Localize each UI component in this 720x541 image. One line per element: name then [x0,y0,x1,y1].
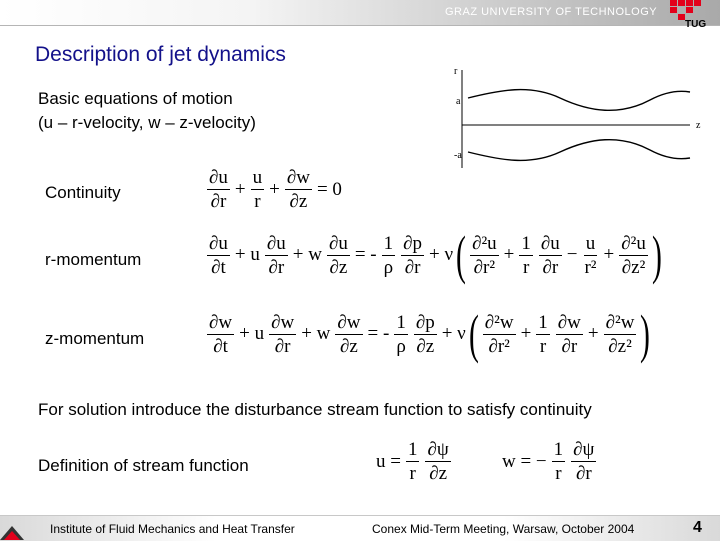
logo-text: TUG [685,19,707,28]
jet-diagram [450,60,710,175]
upper-surface [468,90,690,111]
neg-a-label: -a [454,150,462,161]
footer-corner-logo [0,516,24,540]
r-label: r [454,66,458,77]
intro-line-1: Basic equations of motion [38,89,233,108]
continuity-equation: $\frac{\partial u}{\partial r}$ + $\frac{u}{r}$ + $\frac{\partial w}{\partial z}$ = 0 [209,167,342,212]
university-name: GRAZ UNIVERSITY OF TECHNOLOGY [445,6,658,18]
w-stream-equation: w = − $\frac{1}{r}$ $\frac{\partial\psi}{\partial r}$ [502,439,595,484]
page-number: 4 [693,519,702,536]
continuity-label: Continuity [45,183,121,202]
footer-meeting: Conex Mid-Term Meeting, Warsaw, October 2004 [372,522,635,536]
intro-line-2: (u – r-velocity, w – z-velocity) [38,113,256,132]
tug-logo [664,0,720,28]
page-title: Description of jet dynamics [35,43,286,66]
z-momentum-equation: $\frac{\partial w}{\partial t}$ + u $\frac{\partial w}{\partial r}$ + w $\frac{\partial w}{\partial z}$ = - $\frac{1}{\rho}$ $\frac{\partial p}{\partial z}$ + ν ( $\frac{\text{∂²w}}{\text{∂r²}}$ + $\frac{1}{r}$ $\frac{\partial w}{\partial r}$ + $\frac{\text{∂²w}}{\text{∂z²}}$ ) [209,304,651,364]
a-label: a [456,96,461,107]
z-momentum-label: z-momentum [45,329,145,348]
u-stream-equation: u = $\frac{1}{r}$ $\frac{\partial\psi}{\partial z}$ [376,439,449,484]
stream-function-label: Definition of stream function [38,456,249,475]
header-divider [0,25,720,26]
z-label: z [696,120,701,131]
footer-institute: Institute of Fluid Mechanics and Heat Transfer [50,522,295,536]
solution-text: For solution introduce the disturbance stream function to satisfy continuity [38,400,592,419]
r-momentum-label: r-momentum [45,250,142,269]
r-momentum-equation: $\frac{\partial u}{\partial t}$ + u $\frac{\partial u}{\partial r}$ + w $\frac{\partial u}{\partial z}$ = - $\frac{1}{\rho}$ $\frac{\partial p}{\partial r}$ + ν ( $\frac{\text{∂²u}}{\text{∂r²}}$ + $\frac{1}{r}$ $\frac{\partial u}{\partial r}$ − $\frac{u}{\text{r²}}$ + $\frac{\text{∂²u}}{\text{∂z²}}$ ) [209,225,662,285]
lower-surface [468,140,690,161]
